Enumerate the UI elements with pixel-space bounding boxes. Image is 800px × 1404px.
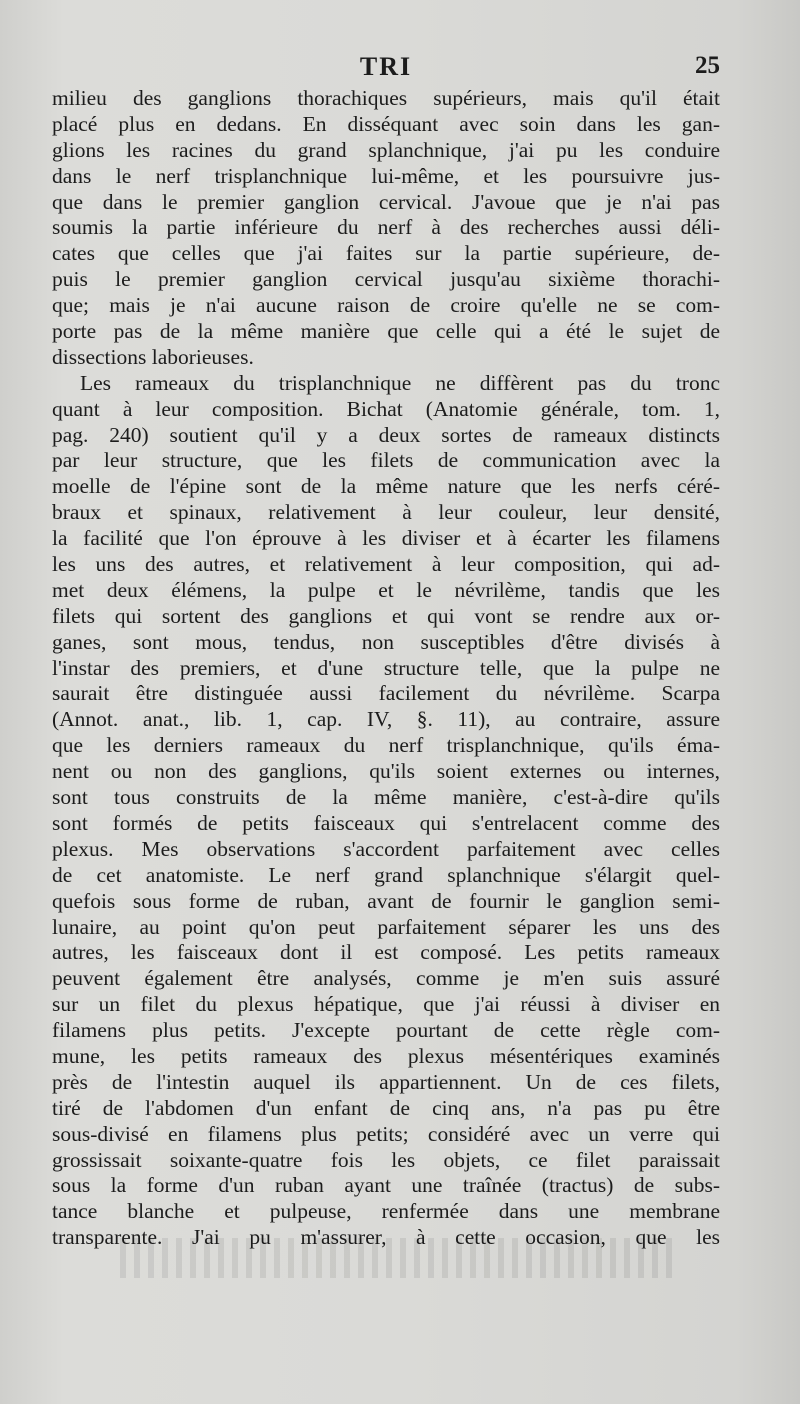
text-line: par leur structure, que les filets de communication avec la <box>52 448 720 473</box>
text-line: ganes, sont mous, tendus, non susceptibles d'être divisés à <box>52 629 720 654</box>
text-line: moelle de l'épine sont de la même nature que les nerfs céré- <box>52 474 720 499</box>
text-line: glions les racines du grand splanchnique, j'ai pu les conduire <box>52 137 720 162</box>
text-line: pag. 240) soutient qu'il y a deux sortes de rameaux distincts <box>52 422 720 447</box>
text-line: puis le premier ganglion cervical jusqu'au sixième thorachi- <box>52 267 720 292</box>
text-line: cates que celles que j'ai faites sur la partie supérieure, de- <box>52 241 720 266</box>
text-line: quefois sous forme de ruban, avant de fournir le ganglion semi- <box>52 888 720 913</box>
text-line: l'instar des premiers, et d'une structure telle, que la pulpe ne <box>52 655 720 680</box>
text-line: de cet anatomiste. Le nerf grand splanchnique s'élargit quel- <box>52 862 720 887</box>
text-line: tance blanche et pulpeuse, renfermée dans une membrane <box>52 1199 720 1224</box>
text-line: placé plus en dedans. En disséquant avec soin dans les gan- <box>52 111 720 136</box>
text-line: la facilité que l'on éprouve à les diviser et à écarter les filamens <box>52 526 720 551</box>
text-line: sont tous construits de la même manière, c'est-à-dire qu'ils <box>52 785 720 810</box>
text-line: sur un filet du plexus hépatique, que j'ai réussi à diviser en <box>52 992 720 1017</box>
text-line: grossissait soixante-quatre fois les objets, ce filet paraissait <box>52 1147 720 1172</box>
page-header <box>52 52 720 86</box>
text-line: que dans le premier ganglion cervical. J'avoue que je n'ai pas <box>52 189 720 214</box>
running-head: TRI <box>359 52 413 81</box>
text-line: lunaire, au point qu'on peut parfaitement séparer les uns des <box>52 914 720 939</box>
text-line: sous-divisé en filamens plus petits; considéré avec un verre qui <box>52 1121 720 1146</box>
text-line: que; mais je n'ai aucune raison de croire qu'elle ne se com- <box>52 293 720 318</box>
text-line: met deux élémens, la pulpe et le névrilème, tandis que les <box>52 577 720 602</box>
text-line: mune, les petits rameaux des plexus mésentériques examinés <box>52 1043 720 1068</box>
text-line: transparente. J'ai pu m'assurer, à cette occasion, que les <box>52 1225 720 1250</box>
text-line: peuvent également être analysés, comme je m'en suis assuré <box>52 966 720 991</box>
text-line: les uns des autres, et relativement à leur composition, qui ad- <box>52 552 720 577</box>
text-line: plexus. Mes observations s'accordent parfaitement avec celles <box>52 836 720 861</box>
text-line: tiré de l'abdomen d'un enfant de cinq ans, n'a pas pu être <box>52 1095 720 1120</box>
text-line: braux et spinaux, relativement à leur couleur, leur densité, <box>52 500 720 525</box>
paragraph-first-line: Les rameaux du trisplanchnique ne diffèrent pas du tronc <box>80 370 720 395</box>
text-line: porte pas de la même manière que celle qui a été le sujet de <box>52 319 720 344</box>
text-line: sont formés de petits faisceaux qui s'entrelacent comme des <box>52 810 720 835</box>
text-line: (Annot. anat., lib. 1, cap. IV, §. 11), au contraire, assure <box>52 707 720 732</box>
text-line: saurait être distinguée aussi facilement du névrilème. Scarpa <box>52 681 720 706</box>
text-line: sous la forme d'un ruban ayant une traînée (tractus) de subs- <box>52 1173 720 1198</box>
text-line: près de l'intestin auquel ils appartiennent. Un de ces filets, <box>52 1069 720 1094</box>
text-line: dans le nerf trisplanchnique lui-même, et les poursuivre jus- <box>52 163 720 188</box>
bleed-through-shadow <box>120 1238 680 1278</box>
text-line: milieu des ganglions thorachiques supérieurs, mais qu'il était <box>52 86 720 110</box>
text-line: filets qui sortent des ganglions et qui vont se rendre aux or- <box>52 603 720 628</box>
page-number: 25 <box>695 52 720 79</box>
text-line: quant à leur composition. Bichat (Anatomie générale, tom. 1, <box>52 396 720 421</box>
text-line: autres, les faisceaux dont il est composé. Les petits rameaux <box>52 940 720 965</box>
text-line: soumis la partie inférieure du nerf à des recherches aussi déli- <box>52 215 720 240</box>
text-line: filamens plus petits. J'excepte pourtant de cette règle com- <box>52 1018 720 1043</box>
text-line: que les derniers rameaux du nerf trisplanchnique, qu'ils éma- <box>52 733 720 758</box>
text-line: dissections laborieuses. <box>52 344 254 369</box>
text-line: nent ou non des ganglions, qu'ils soient externes ou internes, <box>52 759 720 784</box>
body-text <box>52 86 720 1251</box>
